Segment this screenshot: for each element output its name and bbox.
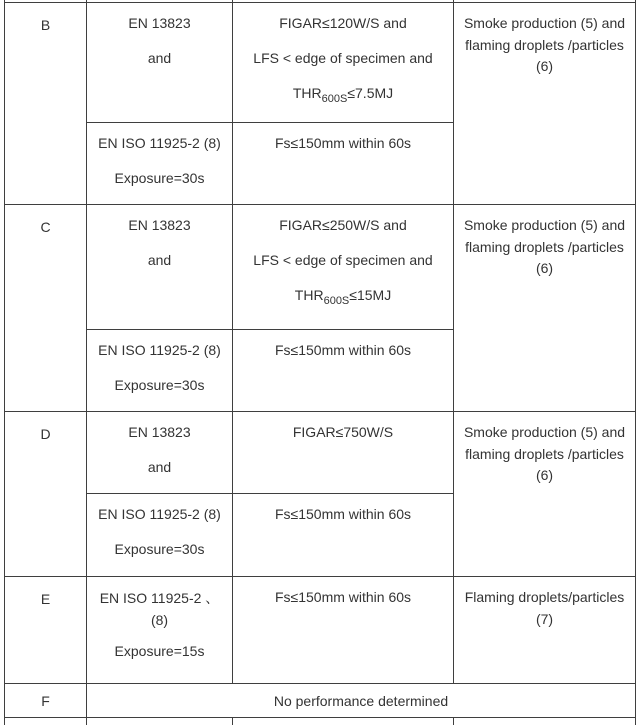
thr-pre: THR — [292, 85, 322, 101]
class-cell-b — [5, 3, 87, 205]
method-cell-d-bottom — [87, 494, 233, 577]
text-line: Smoke production (5) and — [463, 424, 626, 440]
criteria-cell-d-top — [233, 412, 454, 494]
text-line: Exposure=15s — [114, 643, 205, 659]
text-line: Exposure=30s — [114, 170, 205, 186]
classification-cell-c — [454, 205, 636, 412]
method-cell-e — [87, 577, 233, 684]
criteria-cell-b-top — [233, 3, 454, 123]
table-row-d-top — [5, 412, 636, 494]
text-line: EN ISO 11925-2 (8) — [98, 342, 221, 358]
criteria-cell-c-bottom — [233, 330, 454, 412]
class-label: C — [40, 219, 51, 235]
stub-cell — [87, 718, 233, 726]
text-line: Fs≤150mm within 60s — [274, 342, 412, 358]
stub-cell — [5, 718, 87, 726]
criteria-cell-e — [233, 577, 454, 684]
class-label: B — [40, 17, 51, 33]
text-line: flaming droplets /particles — [465, 445, 624, 462]
criteria-cell-d-bottom — [233, 494, 454, 577]
thr-subscript: 600S — [323, 294, 350, 307]
text-line: Exposure=30s — [114, 377, 205, 393]
text-line: No performance determined — [273, 692, 449, 709]
text-line: FIGAR≤750W/S — [292, 424, 394, 440]
text-line: LFS < edge of specimen and — [253, 50, 433, 66]
text-line: Exposure=30s — [114, 541, 205, 557]
text-line: EN 13823 — [128, 424, 191, 440]
text-line: EN ISO 11925-2 (8) — [98, 135, 221, 151]
text-line: EN ISO 11925-2 (8) — [98, 506, 221, 522]
text-line: Fs≤150mm within 60s — [274, 506, 412, 522]
text-line: Smoke production (5) and — [463, 217, 626, 233]
method-cell-d-top — [87, 412, 233, 494]
thr-pre: THR — [294, 287, 324, 303]
text-line: EN 13823 — [128, 217, 191, 233]
text-line: flaming droplets /particles — [465, 36, 624, 53]
table-row-f — [5, 684, 636, 718]
thr-post: ≤15MJ — [349, 287, 392, 303]
method-cell-b-bottom — [87, 123, 233, 205]
table-row-e — [5, 577, 636, 684]
text-line: EN ISO 11925-2 、 — [99, 590, 220, 606]
class-cell-e — [5, 577, 87, 684]
classification-cell-d — [454, 412, 636, 577]
table-row-c-top — [5, 205, 636, 330]
classification-cell-b — [454, 3, 636, 205]
text-line: FIGAR≤120W/S and — [279, 15, 407, 31]
text-line: Fs≤150mm within 60s — [274, 135, 412, 151]
text-line: EN 13823 — [128, 15, 191, 31]
stub-cell — [233, 718, 454, 726]
no-performance-cell — [87, 684, 636, 718]
text-line: flaming droplets /particles — [465, 238, 624, 255]
text-line: (7) — [535, 610, 554, 627]
method-cell-c-bottom — [87, 330, 233, 412]
class-cell-c — [5, 205, 87, 412]
classification-table — [4, 0, 636, 725]
text-line: and — [147, 252, 172, 268]
text-line-thr — [233, 76, 453, 117]
classification-cell-e — [454, 577, 636, 684]
criteria-cell-b-bottom — [233, 123, 454, 205]
text-line: (8) — [150, 612, 169, 628]
class-cell-f — [5, 684, 87, 718]
text-line: FIGAR≤250W/S and — [279, 217, 407, 233]
class-cell-d — [5, 412, 87, 577]
table-row-b-top — [5, 3, 636, 123]
method-cell-c-top — [87, 205, 233, 330]
text-line: (6) — [535, 58, 554, 74]
class-label: E — [40, 591, 51, 607]
thr-post: ≤7.5MJ — [347, 85, 394, 101]
text-line: Flaming droplets/particles — [464, 589, 625, 605]
text-line: Fs≤150mm within 60s — [274, 589, 412, 605]
class-label: D — [40, 426, 51, 442]
text-line: LFS < edge of specimen and — [253, 252, 433, 268]
thr-subscript: 600S — [321, 92, 348, 105]
text-line-thr — [233, 278, 453, 319]
text-line: Smoke production (5) and — [463, 15, 626, 31]
text-line: (6) — [535, 260, 554, 276]
class-label: F — [41, 692, 50, 709]
criteria-cell-c-top — [233, 205, 454, 330]
text-line: (6) — [535, 467, 554, 483]
method-cell-b-top — [87, 3, 233, 123]
text-line: and — [147, 459, 172, 475]
table-row-stub-bottom — [5, 718, 636, 726]
stub-cell — [454, 718, 636, 726]
text-line: and — [147, 50, 172, 66]
